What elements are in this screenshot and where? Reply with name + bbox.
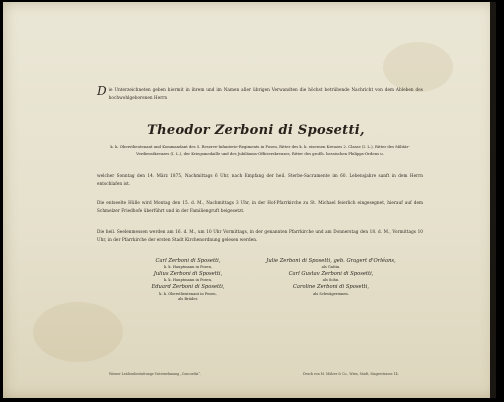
signatory xyxy=(261,283,401,296)
signatory-name: Julius Zerboni di Sposetti, xyxy=(153,271,223,278)
signatory xyxy=(129,257,247,270)
footer-undertaker: Wiener Leichenbestattungs-Unternehmung „Concordia“. xyxy=(109,372,202,376)
signatory-role: k. k. Hauptmann in Posen, xyxy=(163,265,213,270)
signatory-role: als Schwägerinnen. xyxy=(313,291,349,296)
paper-stain xyxy=(383,42,453,92)
paper-stain xyxy=(33,302,123,362)
parte-sheet xyxy=(3,2,496,398)
signatories-left xyxy=(129,257,247,302)
signatory-role: als Sohn. xyxy=(322,278,340,283)
signatory xyxy=(129,297,247,302)
intro-text: ie Unterzeichneten geben hiermit in ihrem und im Namen aller übrigen Verwandten die höchst betrübende Nachricht von dem Ableben des hochwohlgeborenen Herrn xyxy=(108,87,423,100)
signatory xyxy=(261,257,401,270)
signatory-role: als Brüder. xyxy=(178,296,198,301)
torn-edge xyxy=(490,2,496,398)
intro-paragraph xyxy=(97,86,423,102)
signatories-right xyxy=(261,257,401,297)
signatory-name: Eduard Zerboni di Sposetti, xyxy=(151,284,225,291)
drop-initial: D xyxy=(97,84,107,98)
signatory-role: als Gattin. xyxy=(321,265,341,270)
signatory-role: k. k. Oberstlieutenant in Posen, xyxy=(159,291,217,296)
signatory xyxy=(261,270,401,283)
deceased-titles: k. k. Oberstlieutenant und Kommandant des 5. Reserve-Infanterie-Regiments in Posen, Ritter des k. k. eisernen Kreuzes 2. Classe (I. L.), Ritter des Militär-Verdienstkreuzes (I. L.), der Kriegsmedaille und des Jubiläums-Officierskreuzes, Ritter des großh. hessischen Philipps-Ordens u. xyxy=(110,144,410,156)
funeral-paragraph: Die entseelte Hülle wird Montag den 15. d. M., Nachmittags 3 Uhr, in der Hof-Pfarrkirche zu St. Michael feierlich eingesegnet, hierauf auf dem Schmelzer Friedhofe überführt und in der Familiengruft beigesetzt. xyxy=(97,200,423,213)
footer-printer: Druck von M. Mölzer & Co., Wien, Stadt, Singerstrasse 14. xyxy=(303,372,399,376)
death-paragraph: welcher Sonntag den 14. März 1875, Nachmittags 6 Uhr, nach Empfang der heil. Sterbe-Sacramente im 60. Lebensjahre sanft in dem Herrn entschlafen ist. xyxy=(97,173,423,186)
signatory-name: Julie Zerboni di Sposetti, geb. Gragert d'Orléans, xyxy=(266,258,396,264)
signatory xyxy=(129,283,247,296)
signatory-name: Carl Gustav Zerboni di Sposetti, xyxy=(288,271,374,278)
signatory xyxy=(129,270,247,283)
mass-paragraph: Die heil. Seelenmessen werden am 16. d. M., um 10 Uhr Vormittags, in der genannten Pfarrkirche und am Donnerstag den 18. d. M., Vormittags 10 Uhr, in der Pfarrkirche der ersten Stadt Kirchenordnung gelesen werden. xyxy=(97,229,423,242)
signatory-role: k. k. Hauptmann in Posen, xyxy=(163,278,213,283)
signatory-name: Carl Zerboni di Sposetti, xyxy=(155,258,221,264)
deceased-name: Theodor Zerboni di Sposetti, xyxy=(147,123,365,138)
signatory-name: Caroline Zerboni di Sposetti, xyxy=(292,284,370,291)
